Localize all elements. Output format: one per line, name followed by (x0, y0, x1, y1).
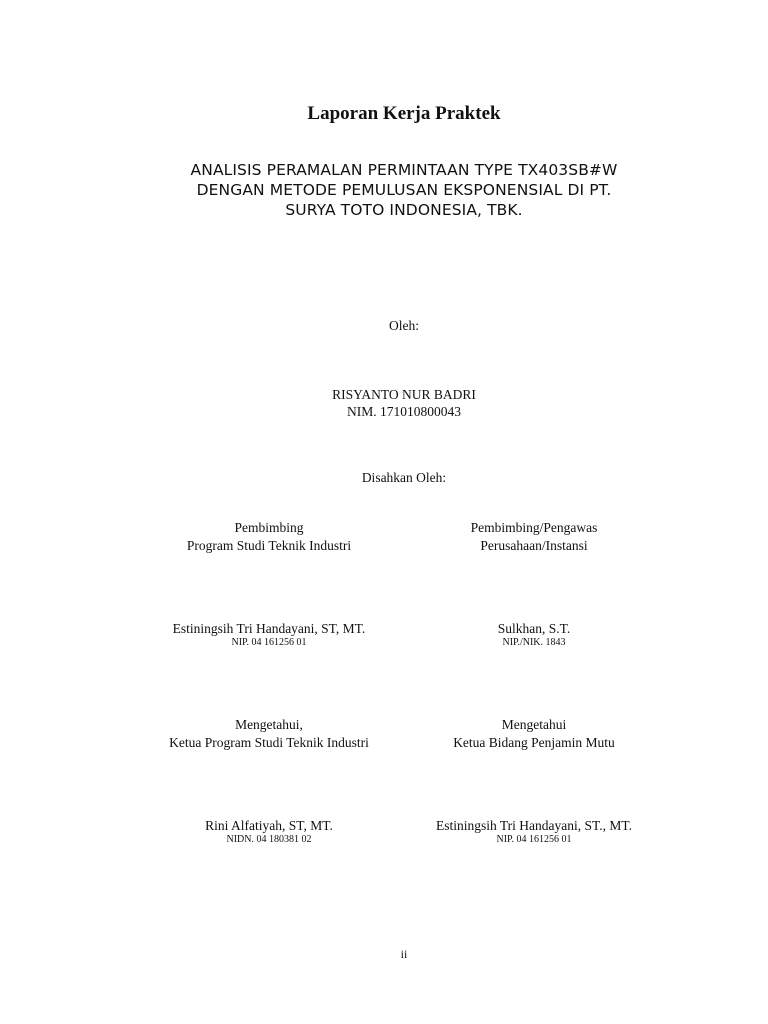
signer-name: Sulkhan, S.T. (497, 621, 571, 636)
signer-id: NIP. 04 161256 01 (496, 834, 572, 845)
document-type-heading: Laporan Kerja Praktek (307, 103, 501, 124)
role-line: Mengetahui (501, 717, 567, 732)
signer-id: NIDN. 04 180381 02 (226, 834, 312, 845)
quality-head-role (404, 716, 664, 752)
program-head-signature (139, 818, 399, 846)
academic-advisor-signature (139, 621, 399, 649)
by-label: Oleh: (389, 318, 419, 333)
role-line: Mengetahui, (235, 717, 303, 732)
signer-id: NIP. 04 161256 01 (231, 637, 307, 648)
signer-name: Estiningsih Tri Handayani, ST, MT. (172, 621, 366, 636)
role-line: Program Studi Teknik Industri (186, 538, 352, 553)
program-head-role (139, 716, 399, 752)
role-line: Ketua Program Studi Teknik Industri (169, 735, 369, 750)
signer-name: Rini Alfatiyah, ST, MT. (205, 818, 333, 833)
role-line: Pembimbing/Pengawas (470, 520, 598, 535)
role-line: Perusahaan/Instansi (480, 538, 588, 553)
document-title (104, 160, 704, 220)
academic-advisor-role (139, 519, 399, 555)
document-title-line: SURYA TOTO INDONESIA, TBK. (285, 201, 523, 219)
document-title-line: ANALISIS PERAMALAN PERMINTAAN TYPE TX403SB#W (190, 161, 618, 179)
role-line: Ketua Bidang Penjamin Mutu (453, 735, 615, 750)
quality-head-signature (404, 818, 664, 846)
author-name: RISYANTO NUR BADRI (332, 387, 476, 402)
signer-name: Estiningsih Tri Handayani, ST., MT. (435, 818, 632, 833)
document-title-line: DENGAN METODE PEMULUSAN EKSPONENSIAL DI PT. (196, 181, 612, 199)
page-number: ii (400, 947, 408, 961)
company-advisor-signature (404, 621, 664, 649)
role-line: Pembimbing (234, 520, 304, 535)
author-block (104, 386, 704, 420)
author-nim: NIM. 171010800043 (347, 404, 461, 419)
signer-id: NIP./NIK. 1843 (502, 637, 566, 648)
approved-by-label: Disahkan Oleh: (361, 470, 447, 485)
company-advisor-role (404, 519, 664, 555)
